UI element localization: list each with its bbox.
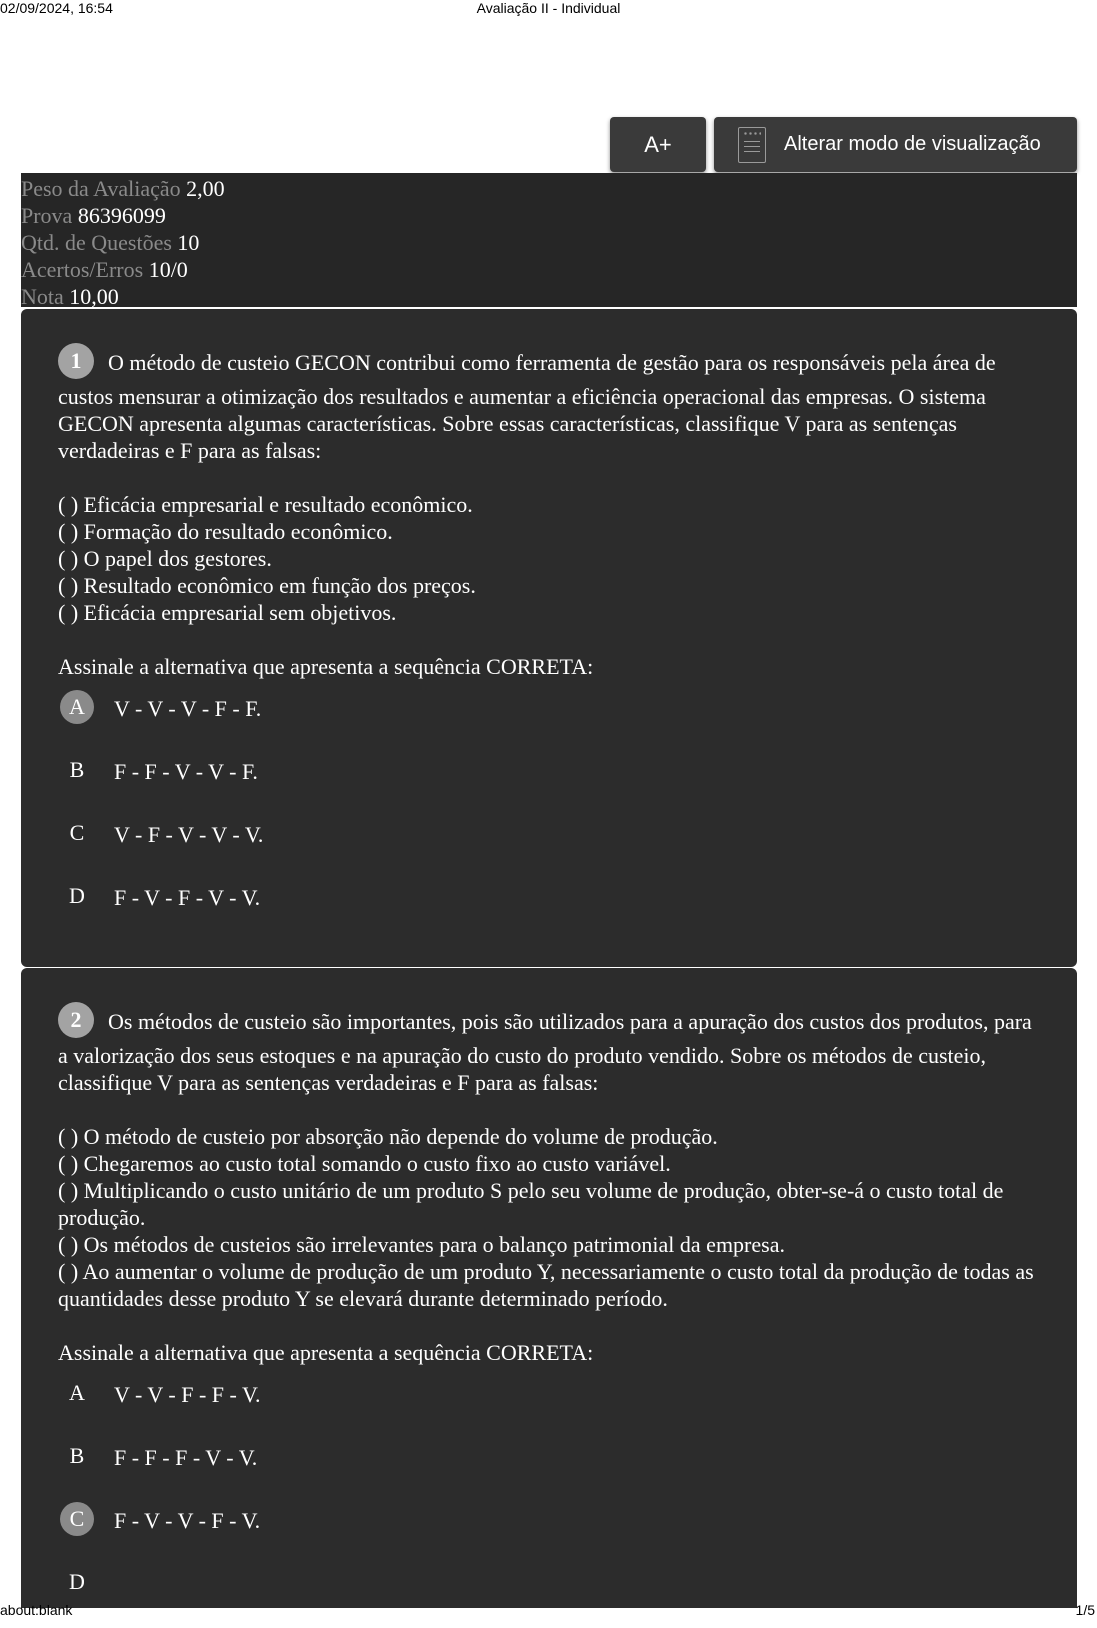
answer-option-c[interactable] bbox=[58, 1502, 1040, 1565]
statement-item: ( ) Multiplicando o custo unitário de um produto S pelo seu volume de produção, obter-se-á o custo total de produção. bbox=[58, 1178, 1004, 1230]
option-letter: D bbox=[69, 1569, 85, 1594]
statement-list bbox=[58, 491, 1040, 626]
option-text: F - V - F - V - V. bbox=[114, 885, 261, 910]
answer-option-c[interactable] bbox=[58, 816, 1040, 879]
question-statement: Os métodos de custeio são importantes, pois são utilizados para a apuração dos custos dos produtos, para a valorização dos seus estoques e na apuração do custo do produto vendido. Sobre os métodos de custeio, classifique V para as sentenças verdadeiras e F para as falsas: bbox=[58, 1009, 1032, 1095]
option-text: V - F - V - V - V. bbox=[114, 822, 264, 847]
option-letter: A bbox=[69, 1380, 85, 1405]
answer-option-a[interactable] bbox=[58, 1376, 1040, 1439]
print-url: about:blank bbox=[0, 1602, 73, 1618]
summary-label: Acertos/Erros bbox=[21, 257, 144, 282]
print-header bbox=[0, 0, 1097, 18]
statement-item: ( ) O papel dos gestores. bbox=[58, 546, 272, 571]
summary-label: Prova bbox=[21, 203, 73, 228]
exam-summary-panel bbox=[21, 173, 1077, 307]
option-text: F - F - F - V - V. bbox=[114, 1445, 258, 1470]
print-page-title: Avaliação II - Individual bbox=[476, 0, 621, 16]
summary-row-weight bbox=[21, 175, 1077, 202]
question-prompt: Assinale a alternativa que apresenta a sequência CORRETA: bbox=[58, 1340, 594, 1365]
increase-font-button[interactable]: A+ bbox=[610, 117, 706, 172]
option-text: F - V - V - F - V. bbox=[114, 1508, 261, 1533]
question-statement: O método de custeio GECON contribui como ferramenta de gestão para os responsáveis pela área de custos mensurar a otimização dos resultados e aumentar a eficiência operacional das empresas. O sistema GECON apresenta algumas características. Sobre essas características, classifique V para as sentenças verdadeiras e F para as falsas: bbox=[58, 350, 996, 463]
question-card-2 bbox=[21, 968, 1077, 1608]
option-letter: D bbox=[69, 883, 85, 908]
answer-option-d[interactable] bbox=[58, 879, 1040, 942]
print-datetime: 02/09/2024, 16:54 bbox=[0, 0, 113, 16]
option-letter-selected: A bbox=[60, 690, 94, 724]
statement-item: ( ) Eficácia empresarial sem objetivos. bbox=[58, 600, 397, 625]
summary-value: 86396099 bbox=[77, 203, 166, 228]
question-text bbox=[58, 347, 1040, 464]
statement-list bbox=[58, 1123, 1040, 1312]
answer-option-b[interactable] bbox=[58, 1439, 1040, 1502]
answer-option-a[interactable] bbox=[58, 690, 1040, 753]
option-letter: B bbox=[69, 1443, 85, 1468]
summary-row-grade bbox=[21, 283, 1077, 310]
summary-row-question-count bbox=[21, 229, 1077, 256]
summary-value: 2,00 bbox=[186, 176, 225, 201]
question-card-1 bbox=[21, 309, 1077, 967]
answer-options bbox=[58, 690, 1040, 942]
option-letter-selected: C bbox=[60, 1502, 94, 1536]
summary-label: Peso da Avaliação bbox=[21, 176, 181, 201]
print-page-number: 1/5 bbox=[1075, 1602, 1095, 1618]
answer-option-b[interactable] bbox=[58, 753, 1040, 816]
question-number-badge: 1 bbox=[58, 343, 94, 379]
document-icon bbox=[738, 127, 766, 163]
summary-value: 10,00 bbox=[69, 284, 119, 309]
change-view-mode-button[interactable] bbox=[714, 117, 1077, 172]
option-letter: B bbox=[69, 757, 85, 782]
question-prompt: Assinale a alternativa que apresenta a sequência CORRETA: bbox=[58, 654, 594, 679]
statement-item: ( ) Chegaremos ao custo total somando o custo fixo ao custo variável. bbox=[58, 1151, 671, 1176]
summary-row-exam bbox=[21, 202, 1077, 229]
view-mode-label: Alterar modo de visualização bbox=[784, 133, 1041, 155]
statement-item: ( ) Os métodos de custeios são irrelevantes para o balanço patrimonial da empresa. bbox=[58, 1232, 785, 1257]
option-letter: C bbox=[69, 820, 85, 845]
summary-label: Nota bbox=[21, 284, 64, 309]
question-number-badge: 2 bbox=[58, 1002, 94, 1038]
option-text: V - V - F - F - V. bbox=[114, 1382, 261, 1407]
option-text: V - V - V - F - F. bbox=[114, 696, 262, 721]
option-text: F - F - V - V - F. bbox=[114, 759, 258, 784]
question-text bbox=[58, 1006, 1040, 1096]
summary-value: 10/0 bbox=[148, 257, 188, 282]
summary-value: 10 bbox=[177, 230, 200, 255]
statement-item: ( ) O método de custeio por absorção não depende do volume de produção. bbox=[58, 1124, 718, 1149]
summary-row-hits-errors bbox=[21, 256, 1077, 283]
summary-label: Qtd. de Questões bbox=[21, 230, 172, 255]
statement-item: ( ) Eficácia empresarial e resultado econômico. bbox=[58, 492, 473, 517]
statement-item: ( ) Resultado econômico em função dos preços. bbox=[58, 573, 476, 598]
print-footer bbox=[0, 1602, 1097, 1620]
statement-item: ( ) Ao aumentar o volume de produção de um produto Y, necessariamente o custo total da produção de todas as quantidades desse produto Y se elevará durante determinado período. bbox=[58, 1259, 1034, 1311]
answer-options bbox=[58, 1376, 1040, 1628]
statement-item: ( ) Formação do resultado econômico. bbox=[58, 519, 393, 544]
